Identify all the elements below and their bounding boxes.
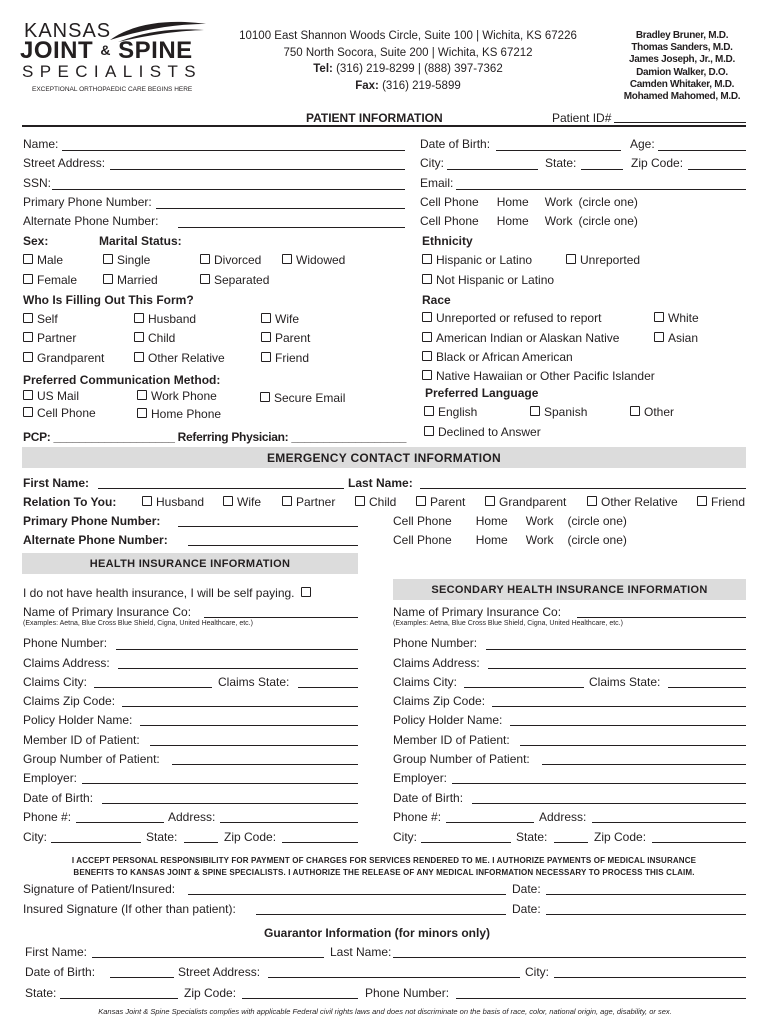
street-field[interactable] [110,169,405,170]
sig-patient-field[interactable] [188,894,506,895]
zip-field[interactable] [688,169,746,170]
checkbox-declined[interactable]: Declined to Answer [424,425,541,439]
email-field[interactable] [456,189,746,190]
relation-label: Relation To You: [23,495,117,509]
s-phone-no-label: Phone #: [393,810,442,824]
secondary-ins-examples: (Examples: Aetna, Blue Cross Blue Shield, Cigna, United Healthcare, etc.) [393,620,623,627]
name-field[interactable] [62,150,405,151]
s-claims-address-label: Claims Address: [393,656,480,670]
checkbox-unreported[interactable]: Unreported [566,253,640,267]
em-checkbox-child[interactable]: Child [355,495,396,509]
s-claims-zip-label: Claims Zip Code: [393,694,486,708]
em-alternate-label: Alternate Phone Number: [23,533,168,547]
address-line2: 750 North Socora, Suite 200 | Wichita, KS 67212 [283,46,533,59]
primary-phone-field[interactable] [156,208,405,209]
g-zip-field[interactable] [242,998,358,999]
city-field[interactable] [447,169,538,170]
checkbox-female[interactable]: Female [23,273,77,287]
s-member-id-field[interactable] [520,745,746,746]
practice-address [218,28,598,94]
p-claims-zip-label: Claims Zip Code: [23,694,116,708]
checkbox-asian[interactable]: Asian [654,331,698,345]
logo-specialists: SPECIALISTS [22,62,202,81]
s-state-field[interactable] [554,842,588,843]
p-member-id-field[interactable] [150,745,358,746]
s-phone-label: Phone Number: [393,636,478,650]
em-alternate-type[interactable]: Cell Phone Home Work (circle one) [393,533,627,547]
p-state-field[interactable] [184,842,218,843]
p-claims-city-field[interactable] [94,687,212,688]
logo-ampersand: & [100,42,111,58]
doctor-name: Mohamed Mahomed, M.D. [623,91,741,103]
tel-label: Tel: [313,63,333,75]
checkbox-hispanic[interactable]: Hispanic or Latino [422,253,532,267]
g-first-label: First Name: [25,945,88,959]
footer-notice: Kansas Joint & Spine Specialists complies with applicable Federal civil rights laws and does not discriminate on the basis of race, color, national origin, age, disability, or sex. [98,1007,672,1016]
g-phone-field[interactable] [456,998,746,999]
p-dob-field[interactable] [102,803,358,804]
p-phone-label: Phone Number: [23,636,108,650]
p-claims-address-field[interactable] [118,668,358,669]
em-checkbox-friend[interactable]: Friend [697,495,745,509]
p-claims-address-label: Claims Address: [23,656,110,670]
checkbox-black[interactable]: Black or African American [422,350,573,364]
checkbox-divorced[interactable]: Divorced [200,253,261,267]
secondary-section-header [393,579,746,600]
g-last-field[interactable] [393,957,746,958]
primary-ins-examples: (Examples: Aetna, Blue Cross Blue Shield, Cigna, United Healthcare, etc.) [23,620,253,627]
name-label: Name: [23,137,59,151]
health-title: HEALTH INSURANCE INFORMATION [89,558,291,570]
checkbox-married[interactable]: Married [103,273,158,287]
pref-comm-label: Preferred Communication Method: [23,373,221,387]
g-last-label: Last Name: [330,945,392,959]
checkbox-white[interactable]: White [654,311,699,325]
consent-line1: I ACCEPT PERSONAL RESPONSIBILITY FOR PAYMENT OF CHARGES FOR SERVICES RENDERED TO ME. I AUTHORIZE PAYMENTS OF MEDICAL INSURANCE [71,856,697,865]
dob-field[interactable] [496,150,621,151]
em-last-label: Last Name: [348,476,413,490]
sig-patient-date-label: Date: [512,882,541,896]
checkbox-friend[interactable]: Friend [261,351,309,365]
doctor-name: Camden Whitaker, M.D. [629,78,735,90]
sig-insured-date-field[interactable] [546,914,746,915]
p-claims-state-label: Claims State: [218,675,290,689]
doctor-list [612,30,752,103]
em-checkbox-grandparent[interactable]: Grandparent [485,495,566,509]
g-zip-label: Zip Code: [184,986,237,1000]
p-member-id-label: Member ID of Patient: [23,733,140,747]
checkbox-cell-phone[interactable]: Cell Phone [23,406,96,420]
s-claims-state-label: Claims State: [589,675,661,689]
em-alternate-field[interactable] [188,545,358,546]
p-zip-label: Zip Code: [224,830,277,844]
p-city-field[interactable] [51,842,141,843]
emergency-section-header [22,447,746,468]
dob-label: Date of Birth: [420,137,491,151]
checkbox-male[interactable]: Male [23,253,63,267]
p-state-label: State: [146,830,178,844]
g-phone-label: Phone Number: [365,986,450,1000]
address-line1: 10100 East Shannon Woods Circle, Suite 100 | Wichita, KS 67226 [239,30,577,42]
logo-line1: KANSAS [24,20,112,42]
ssn-field[interactable] [52,189,405,190]
checkbox-self[interactable]: Self [23,312,58,326]
s-claims-city-field[interactable] [464,687,584,688]
checkbox-child[interactable]: Child [134,331,175,345]
g-city-label: City: [525,965,549,979]
p-zip-field[interactable] [282,842,358,843]
p-claims-city-label: Claims City: [23,675,88,689]
health-section-header [22,553,358,574]
checkbox-american-indian[interactable]: American Indian or Alaskan Native [422,331,619,345]
em-checkbox-parent[interactable]: Parent [416,495,465,509]
street-label: Street Address: [23,156,106,170]
doctor-name: Thomas Sanders, M.D. [631,42,733,54]
em-checkbox-wife[interactable]: Wife [223,495,261,509]
consent-line2: BENEFITS TO KANSAS JOINT & SPINE SPECIALISTS. I AUTHORIZE THE RELEASE OF ANY MEDICAL INFORMATION NECESSARY TO PROCESS THIS CLAIM. [73,867,695,877]
p-group-field[interactable] [172,764,358,765]
g-state-label: State: [25,986,57,1000]
emergency-title: EMERGENCY CONTACT INFORMATION [266,451,502,465]
s-zip-field[interactable] [652,842,746,843]
secondary-title: SECONDARY HEALTH INSURANCE INFORMATION [431,584,708,596]
checkbox-english[interactable]: English [424,405,477,419]
p-phone-no-label: Phone #: [23,810,72,824]
p-address-label: Address: [168,810,216,824]
g-street-label: Street Address: [178,965,261,979]
checkbox-not-hispanic[interactable]: Not Hispanic or Latino [422,273,554,287]
fax-value: (316) 219-5899 [382,79,461,92]
race-label: Race [422,293,451,307]
g-street-field[interactable] [268,977,520,978]
primary-phone-label: Primary Phone Number: [23,195,152,209]
s-zip-label: Zip Code: [594,830,647,844]
em-first-field[interactable] [98,488,344,489]
checkbox-other-relative[interactable]: Other Relative [134,351,225,365]
filling-label: Who Is Filling Out This Form? [23,293,194,307]
alt-phone-field[interactable] [178,227,405,228]
em-checkbox-husband[interactable]: Husband [142,495,204,509]
checkbox-work-phone[interactable]: Work Phone [137,389,217,403]
ethnicity-label: Ethnicity [422,234,473,248]
patient-id-field[interactable] [614,122,746,123]
s-phone-no-field[interactable] [446,822,534,823]
logo-joint: JOINT [20,37,94,64]
fax-label: Fax: [355,79,379,92]
checkbox-spanish[interactable]: Spanish [530,405,587,419]
sig-patient-label: Signature of Patient/Insured: [23,882,176,896]
alt-phone-label: Alternate Phone Number: [23,214,159,228]
em-checkbox-partner[interactable]: Partner [282,495,335,509]
divider [22,125,746,127]
em-first-label: First Name: [23,476,90,490]
checkbox-us-mail[interactable]: US Mail [23,389,79,403]
doctor-name: Damion Walker, D.O. [636,66,728,78]
s-claims-zip-field[interactable] [492,706,746,707]
primary-ins-name-label: Name of Primary Insurance Co: [23,605,192,619]
p-policy-holder-label: Policy Holder Name: [23,713,133,727]
patient-info-title: PATIENT INFORMATION [306,111,443,125]
sig-insured-date-label: Date: [512,902,541,916]
age-label: Age: [630,137,655,151]
referring-physician-field[interactable]: Referring Physician: __________________ [177,430,407,444]
s-employer-label: Employer: [393,771,448,785]
s-phone-field[interactable] [486,649,746,650]
s-city-label: City: [393,830,417,844]
s-group-label: Group Number of Patient: [393,752,530,766]
p-address-field[interactable] [220,822,358,823]
primary-phone-type[interactable]: Cell Phone Home Work (circle one) [420,195,638,209]
s-state-label: State: [516,830,548,844]
city-label: City: [420,156,444,170]
s-policy-holder-field[interactable] [510,725,746,726]
s-claims-city-label: Claims City: [393,675,458,689]
g-state-field[interactable] [60,998,178,999]
g-first-field[interactable] [92,957,324,958]
p-phone-field[interactable] [116,649,358,650]
checkbox-partner[interactable]: Partner [23,331,76,345]
checkbox-other-language[interactable]: Other [630,405,674,419]
primary-ins-name-field[interactable] [204,617,358,618]
checkbox-race-unreported[interactable]: Unreported or refused to report [422,311,601,325]
patient-id-label: Patient ID# [552,111,612,125]
s-policy-holder-label: Policy Holder Name: [393,713,503,727]
p-dob-label: Date of Birth: [23,791,94,805]
p-group-label: Group Number of Patient: [23,752,160,766]
s-address-field[interactable] [592,822,746,823]
p-policy-holder-field[interactable] [140,725,358,726]
em-checkbox-other-relative[interactable]: Other Relative [587,495,678,509]
ssn-label: SSN: [23,176,52,190]
s-city-field[interactable] [421,842,511,843]
doctor-name: Bradley Bruner, M.D. [635,30,729,41]
pref-lang-label: Preferred Language [425,386,539,400]
s-employer-field[interactable] [452,783,746,784]
g-dob-field[interactable] [110,977,174,978]
alt-phone-type[interactable]: Cell Phone Home Work (circle one) [420,214,638,228]
p-employer-label: Employer: [23,771,78,785]
s-member-id-label: Member ID of Patient: [393,733,510,747]
p-claims-zip-field[interactable] [122,706,358,707]
state-label: State: [545,156,577,170]
logo-spine: SPINE [118,37,193,64]
g-dob-label: Date of Birth: [25,965,96,979]
self-pay-checkbox[interactable]: I do not have health insurance, I will be self paying. [23,586,315,600]
p-phone-no-field[interactable] [76,822,164,823]
s-claims-state-field[interactable] [668,687,746,688]
s-group-field[interactable] [542,764,746,765]
checkbox-parent[interactable]: Parent [261,331,310,345]
p-city-label: City: [23,830,47,844]
em-primary-field[interactable] [178,526,358,527]
pcp-field[interactable]: PCP: ___________________ [23,430,175,444]
state-field[interactable] [581,169,623,170]
zip-label: Zip Code: [631,156,684,170]
p-claims-state-field[interactable] [298,687,358,688]
em-last-field[interactable] [420,488,746,489]
logo-tagline: EXCEPTIONAL ORTHOPAEDIC CARE BEGINS HERE [32,86,193,93]
marital-label: Marital Status: [99,234,182,248]
sex-label: Sex: [23,234,49,248]
checkbox-separated[interactable]: Separated [200,273,269,287]
s-claims-address-field[interactable] [488,668,746,669]
consent-text [22,855,746,878]
em-primary-type[interactable]: Cell Phone Home Work (circle one) [393,514,627,528]
checkbox-single[interactable]: Single [103,253,150,267]
guarantor-title: Guarantor Information (for minors only) [264,926,491,940]
g-city-field[interactable] [554,977,746,978]
secondary-ins-name-label: Name of Primary Insurance Co: [393,605,562,619]
s-dob-field[interactable] [472,803,746,804]
checkbox-widowed[interactable]: Widowed [282,253,345,267]
checkbox-hawaiian[interactable]: Native Hawaiian or Other Pacific Islander [422,369,655,383]
p-employer-field[interactable] [82,783,358,784]
s-dob-label: Date of Birth: [393,791,464,805]
checkbox-secure-email[interactable]: Secure Email [260,391,345,405]
email-label: Email: [420,176,454,190]
secondary-ins-name-field[interactable] [577,617,746,618]
checkbox-husband[interactable]: Husband [134,312,196,326]
sig-insured-label: Insured Signature (If other than patient): [23,902,236,916]
checkbox-home-phone[interactable]: Home Phone [137,407,221,421]
checkbox-wife[interactable]: Wife [261,312,299,326]
sig-patient-date-field[interactable] [546,894,746,895]
age-field[interactable] [658,150,746,151]
em-primary-label: Primary Phone Number: [23,514,161,528]
sig-insured-field[interactable] [256,914,506,915]
checkbox-grandparent[interactable]: Grandparent [23,351,104,365]
s-address-label: Address: [539,810,587,824]
tel-value: (316) 219-8299 | (888) 397-7362 [336,63,503,75]
doctor-name: James Joseph, Jr., M.D. [629,54,735,66]
